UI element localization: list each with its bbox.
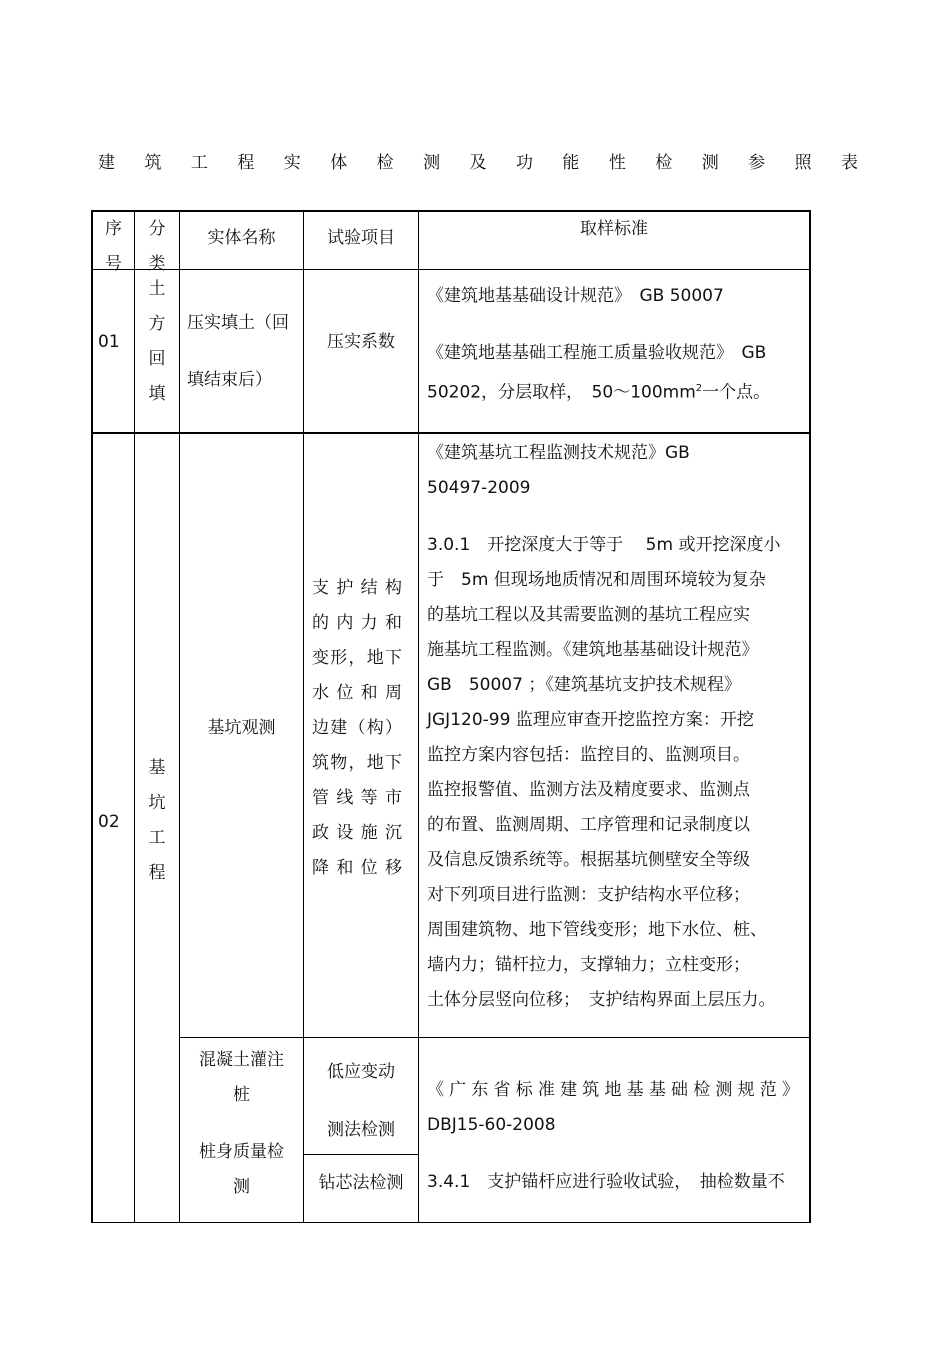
row3-name — [180, 1043, 303, 1205]
row2-category-char: 工 — [148, 828, 166, 848]
row1-category-char: 土 — [148, 279, 166, 299]
row2-standard-line: 及信息反馈系统等。根据基坑侧壁安全等级 — [427, 850, 750, 870]
header-seq-char: 号 — [105, 254, 122, 274]
row2-standard-line: 周围建筑物、地下管线变形；地下水位、桩、 — [427, 920, 767, 940]
row2-test-line: 的内力和 — [312, 613, 402, 633]
row2-standard-line — [427, 506, 799, 528]
title-char: 能 — [562, 153, 580, 173]
header-standard: 取样标准 — [580, 219, 648, 239]
row2-name: 基坑观测 — [207, 718, 276, 738]
row2-test-line: 政设施沉 — [312, 823, 402, 843]
row3-name-line: 桩身质量检 — [199, 1142, 284, 1162]
row2-standard-line: 监控方案内容包括：监控目的、监测项目。 — [427, 745, 750, 765]
row2-standard-line: JGJ120-99 监理应审查开挖监控方案：开挖 — [427, 710, 754, 730]
row2-standard — [427, 436, 799, 1018]
row1-test: 压实系数 — [327, 332, 395, 352]
row2-test-line: 边建（构） — [312, 718, 402, 738]
row2-standard-line: 的基坑工程以及其需要监测的基坑工程应实 — [427, 605, 750, 625]
title-char: 实 — [283, 153, 301, 173]
header-seq — [93, 212, 134, 282]
row2-test — [312, 571, 402, 886]
header-name: 实体名称 — [207, 228, 276, 248]
row2-standard-line: 监控报警值、监测方法及精度要求、监测点 — [427, 780, 750, 800]
row3-test-line: 低应变动 — [327, 1062, 395, 1082]
title-char: 测 — [701, 153, 719, 173]
title-char: 筑 — [144, 153, 162, 173]
row2-standard-line: GB 50007 ；《建筑基坑支护技术规程》 — [427, 675, 741, 695]
row3-test-low-strain — [304, 1043, 418, 1159]
row2-standard-line: 3.0.1 开挖深度大于等于 5m 或开挖深度小 — [427, 535, 781, 555]
title-char: 功 — [515, 153, 533, 173]
row-divider — [91, 432, 811, 434]
row2-standard-line: 对下列项目进行监测：支护结构水平位移； — [427, 885, 750, 905]
row2-test-line: 支护结构 — [312, 578, 402, 598]
header-seq-char: 序 — [105, 219, 122, 239]
row2-test-line: 变形，地下 — [312, 648, 402, 668]
row-divider — [91, 269, 811, 270]
row3-standard-line: 3.4.1 支护锚杆应进行验收试验， 抽检数量不 — [427, 1172, 785, 1192]
header-category-char: 分 — [148, 219, 166, 239]
row2-standard-line: 墙内力；锚杆拉力，支撑轴力；立柱变形； — [427, 955, 750, 975]
title-char: 参 — [748, 153, 766, 173]
header-category-char: 类 — [148, 254, 166, 274]
row2-category-char: 程 — [148, 863, 166, 883]
row2-standard-line: 的布置、监测周期、工序管理和记录制度以 — [427, 815, 750, 835]
title-char: 及 — [469, 153, 487, 173]
title-char: 性 — [608, 153, 626, 173]
row3-test-line: 测法检测 — [327, 1120, 395, 1140]
row2-test-line: 降和位移 — [312, 858, 402, 878]
row1-category-char: 填 — [148, 384, 166, 404]
col-divider — [418, 210, 419, 1223]
row2-category-char: 基 — [148, 758, 166, 778]
row1-seq: 01 — [98, 332, 120, 352]
title-char: 测 — [423, 153, 441, 173]
row1-standard-line: 《建筑地基基础工程施工质量验收规范》 GB — [427, 343, 767, 363]
row1-name-line: 填结束后） — [187, 370, 272, 390]
title-char: 程 — [237, 153, 255, 173]
row1-category-char: 方 — [148, 314, 166, 334]
row1-standard-line: 《建筑地基基础设计规范》 GB 50007 — [427, 286, 724, 306]
row2-test-line: 管线等市 — [312, 788, 402, 808]
row1-standard-text: 50202，分层取样， 50～100mm — [427, 382, 696, 403]
title-char: 表 — [841, 153, 858, 173]
superscript: 2 — [695, 383, 703, 394]
row1-standard-line — [427, 371, 797, 411]
row1-category — [135, 272, 179, 412]
row3-standard — [427, 1073, 799, 1200]
title-char: 体 — [330, 153, 348, 173]
row1-name-line: 压实填土（回 — [187, 313, 289, 333]
table-border-bottom — [91, 1222, 811, 1223]
row3-test-core-drill: 钻芯法检测 — [318, 1173, 404, 1193]
row2-test-line: 筑物，地下 — [312, 753, 402, 773]
row2-test-line: 水位和周 — [312, 683, 402, 703]
row3-standard-line: DBJ15-60-2008 — [427, 1115, 556, 1135]
row2-category — [135, 751, 179, 891]
row1-category-char: 回 — [148, 349, 166, 369]
row2-seq: 02 — [98, 812, 120, 832]
row-divider — [180, 1037, 811, 1038]
row1-name — [187, 295, 299, 409]
header-test: 试验项目 — [327, 228, 395, 248]
table-border-right — [809, 210, 811, 1223]
row2-standard-line: 施基坑工程监测。《建筑地基基础设计规范》 — [427, 640, 759, 660]
row3-name-line: 测 — [233, 1177, 250, 1197]
title-char: 照 — [794, 153, 812, 173]
title-char: 检 — [376, 153, 394, 173]
title-char: 检 — [655, 153, 673, 173]
row2-category-char: 坑 — [148, 793, 166, 813]
row2-standard-line: 于 5m 但现场地质情况和周围环境较为复杂 — [427, 570, 766, 590]
row2-standard-line: 土体分层竖向位移； 支护结构界面上层压力。 — [427, 990, 776, 1010]
row3-standard-line: 《广东省标准建筑地基基础检测规范》 — [427, 1080, 799, 1100]
title-char: 建 — [98, 153, 115, 173]
row1-standard — [427, 279, 797, 411]
title-char: 工 — [190, 153, 208, 173]
page-title — [98, 148, 858, 173]
row2-standard-line: 《建筑基坑工程监测技术规范》GB — [427, 443, 690, 463]
row3-name-line: 桩 — [233, 1085, 250, 1105]
row1-standard-text: 一个点。 — [702, 382, 771, 403]
row2-standard-line: 50497-2009 — [427, 478, 531, 498]
col-divider — [91, 210, 93, 1223]
row3-name-line: 混凝土灌注 — [199, 1050, 284, 1070]
